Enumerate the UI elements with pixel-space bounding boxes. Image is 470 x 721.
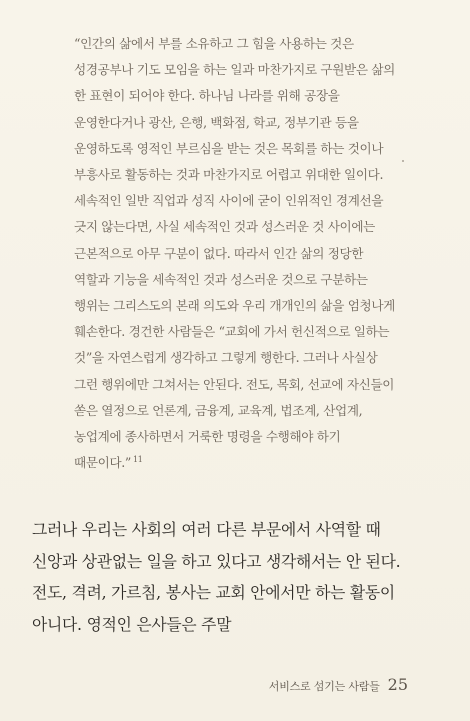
page-number: 25 — [387, 675, 408, 694]
body-paragraph: 그러나 우리는 사회의 여러 다른 부문에서 사역할 때 신앙과 상관없는 일을 하고 있다고 생각해서는 안 된다. 전도, 격려, 가르침, 봉사는 교회 안에서만 하는 활동이 아니다. 영적인 은사들은 주말 — [32, 520, 401, 634]
footnote-marker: 11 — [133, 455, 143, 465]
paper-speck — [402, 160, 404, 162]
quote-text: “인간의 삶에서 부를 소유하고 그 힘을 사용하는 것은 성경공부나 기도 모임을 하는 일과 마찬가지로 구원받은 삶의 한 표현이 되어야 한다. 하나님 나라를 위해 공장을 운영한다거나 광산, 은행, 백화점, 학교, 정부기관 등을 운영하도록 영적인 부르심을 받는 것은 목회를 하는 것이나 부흥사로 활동하는 것과 마찬가지로 어렵고 위대한 일이다. 세속적인 일반 직업과 성직 사이에 굳이 인위적인 경계선을 긋지 않는다면, 사실 세속적인 것과 성스러운 것 사이에는 근본적으로 아무 구분이 없다. 따라서 인간 삶의 정당한 역할과 기능을 세속적인 것과 성스러운 것으로 구분하는 행위는 그리스도의 본래 의도와 우리 개개인의 삶을 엄청나게 훼손한다. 경건한 사람들은 “교회에 가서 헌신적으로 일하는 것”을 자연스럽게 생각하고 그렇게 행한다. 그러나 사실상 그런 행위에만 그쳐서는 안된다. 전도, 목회, 선교에 자신들이 쏟은 열정으로 언론계, 금융계, 교육계, 법조계, 산업계, 농업계에 종사하면서 거룩한 명령을 수행해야 하기 때문이다.” — [74, 36, 395, 471]
running-title: 서비스로 섬기는 사람들 — [268, 680, 380, 693]
block-quote — [74, 31, 402, 476]
page-footer — [269, 675, 408, 694]
